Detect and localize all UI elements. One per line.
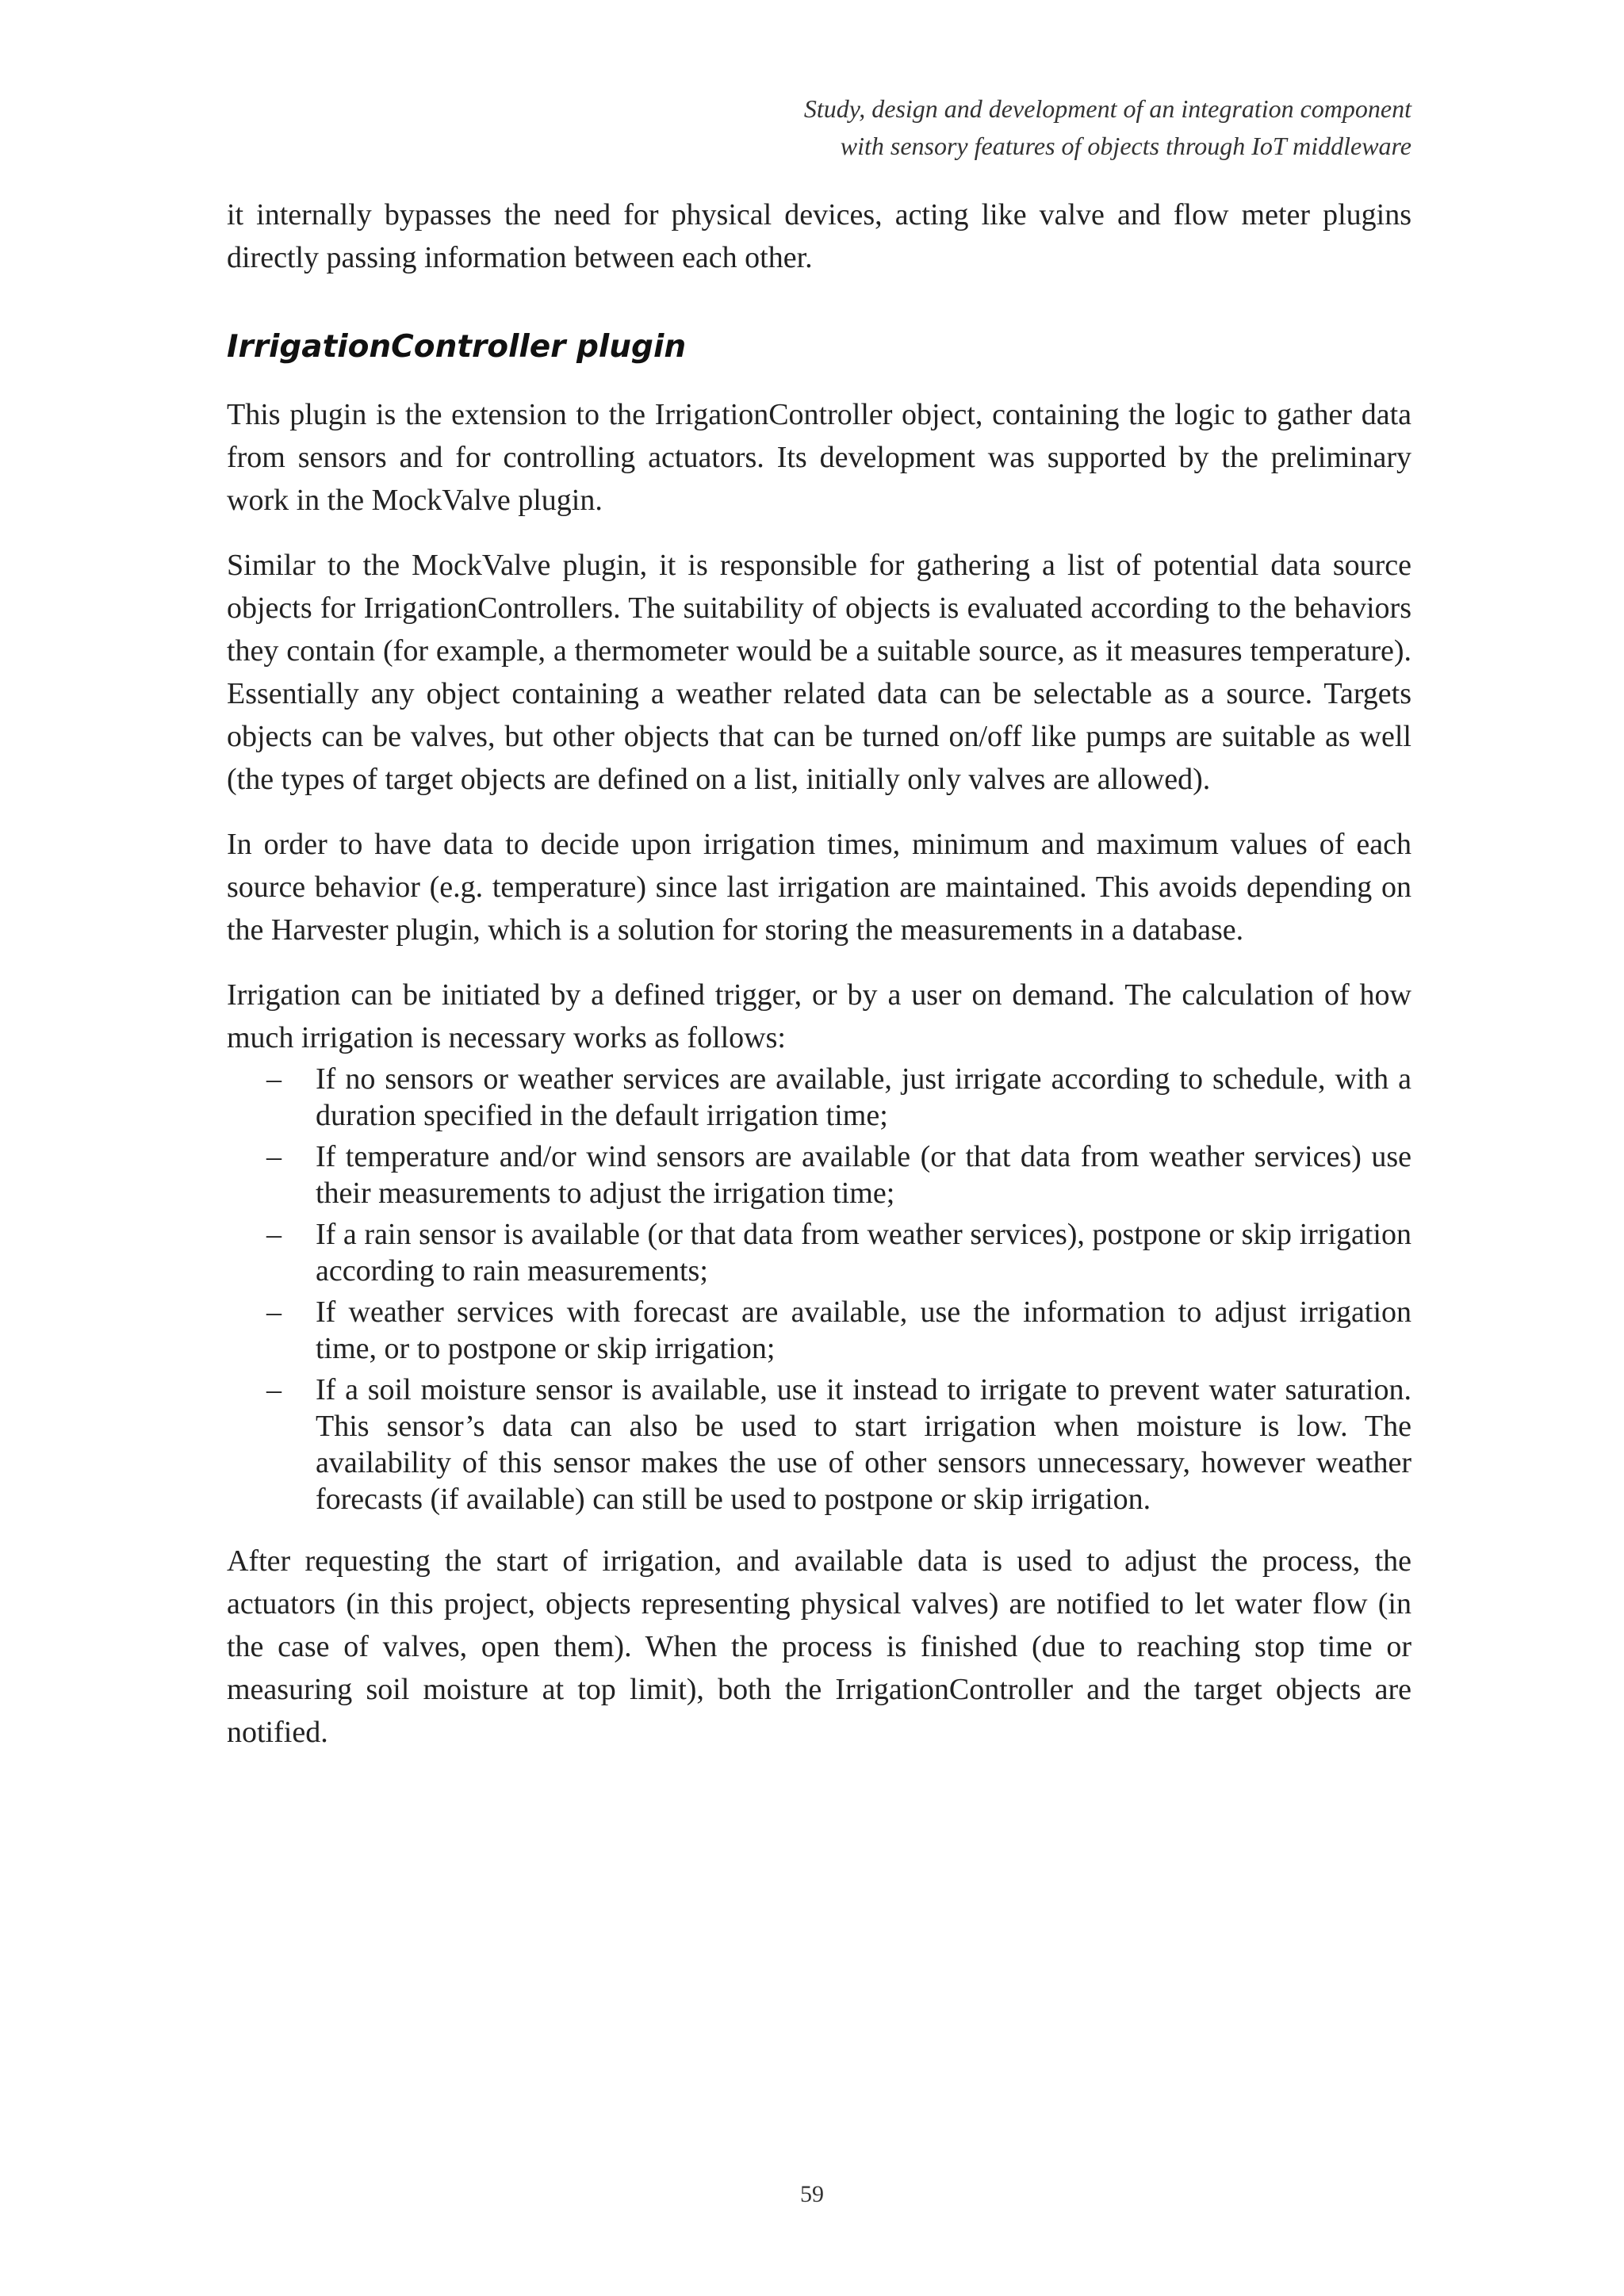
list-item <box>227 1138 1411 1211</box>
list-item-text: If a rain sensor is available (or that data from weather services), postpone or skip irrigation according to rain measurements; <box>316 1218 1411 1288</box>
list-item <box>227 1372 1411 1517</box>
paragraph-data-sources: Similar to the MockValve plugin, it is responsible for gathering a list of potential data source objects for IrrigationControllers. The suitability of objects is evaluated according to the behaviors they contain (for example, a thermometer would be a suitable source, as it measures temperature). Essentially any object containing a weather related data can be selectable as a source. Targets objects can be valves, but other objects that can be turned on/off like pumps are suitable as well (the types of target objects are defined on a list, initially only valves are allowed). <box>227 549 1411 796</box>
paragraph-plugin-description: This plugin is the extension to the IrrigationController object, containing the logic to gather data from sensors and for controlling actuators. Its development was supported by the preliminary work in the MockValve plugin. <box>227 398 1411 517</box>
running-header <box>804 90 1411 165</box>
list-item <box>227 1061 1411 1134</box>
list-item <box>227 1294 1411 1367</box>
paragraph-actuators: After requesting the start of irrigation, and available data is used to adjust the process, the actuators (in this project, objects representing physical valves) are notified to let water flow (in the case of valves, open them). When the process is finished (due to reaching stop time or measuring soil moisture at top limit), both the IrrigationController and the target objects are notified. <box>227 1544 1411 1749</box>
list-item-text: If weather services with forecast are available, use the information to adjust irrigation time, or to postpone or skip irrigation; <box>316 1295 1411 1365</box>
dash-bullet-icon: – <box>266 1295 282 1329</box>
continued-paragraph: it internally bypasses the need for physical devices, acting like valve and flow meter plugins directly passing information between each other. <box>227 198 1411 274</box>
list-item-text: If temperature and/or wind sensors are available (or that data from weather services) use their measurements to adjust the irrigation time; <box>316 1140 1411 1210</box>
paragraph-irrigation-calculation: Irrigation can be initiated by a defined trigger, or by a user on demand. The calculation of how much irrigation is necessary works as follows: <box>227 978 1411 1054</box>
irrigation-rules-list <box>227 1061 1411 1517</box>
running-header-line-1: Study, design and development of an integration component <box>803 94 1411 123</box>
section-heading: IrrigationController plugin <box>227 329 687 365</box>
list-item-text: If a soil moisture sensor is available, use it instead to irrigate to prevent water saturation. This sensor’s data can also be used to start irrigation when moisture is low. The availability of this sensor makes the use of other sensors unnecessary, however weather forecasts (if available) can still be used to postpone or skip irrigation. <box>316 1373 1411 1516</box>
list-item-text: If no sensors or weather services are available, just irrigate according to schedule, with a duration specified in the default irrigation time; <box>316 1062 1411 1132</box>
list-item <box>227 1216 1411 1289</box>
page-number: 59 <box>800 2181 824 2207</box>
dash-bullet-icon: – <box>266 1373 282 1406</box>
dash-bullet-icon: – <box>266 1062 282 1096</box>
dash-bullet-icon: – <box>266 1140 282 1173</box>
running-header-line-2: with sensory features of objects through IoT middleware <box>840 132 1411 160</box>
dash-bullet-icon: – <box>266 1218 282 1251</box>
paragraph-min-max-values: In order to have data to decide upon irrigation times, minimum and maximum values of each source behavior (e.g. temperature) since last irrigation are maintained. This avoids depending on the Harvester plugin, which is a solution for storing the measurements in a database. <box>227 828 1411 947</box>
page-body <box>227 193 1411 1776</box>
